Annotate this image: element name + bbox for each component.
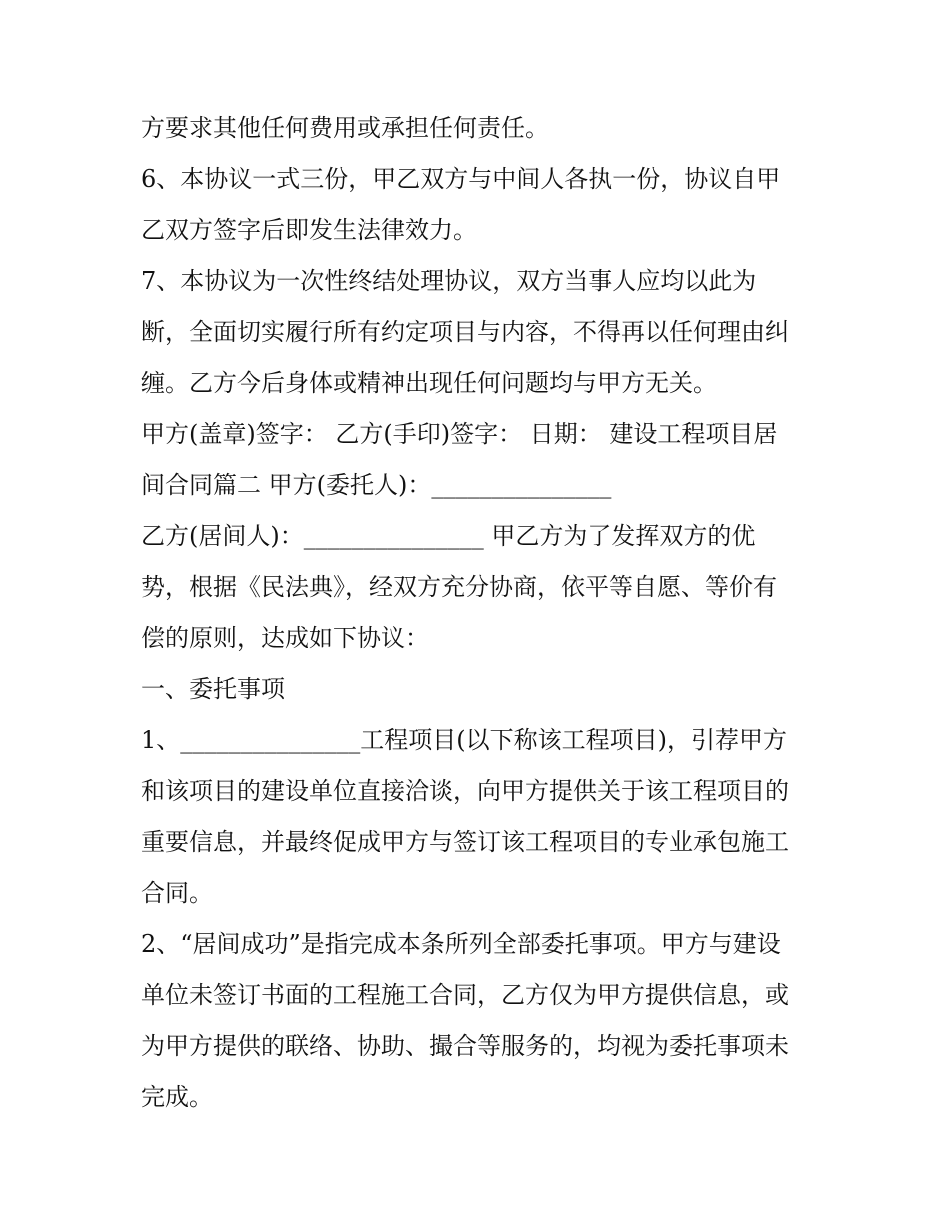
text-line: 重要信息，并最终促成甲方与签订该工程项目的专业承包施工 (141, 828, 789, 856)
text-line: 间合同篇二 甲方(委托人)：_______________ (141, 471, 612, 499)
text-line: 方要求其他任何费用或承担任何责任。 (141, 114, 549, 142)
text-line: 2、“居间成功”是指完成本条所列全部委托事项。甲方与建设 (141, 930, 781, 958)
text-line: 和该项目的建设单位直接洽谈，向甲方提供关于该工程项目的 (141, 777, 789, 805)
text-line: 乙方(居间人)：_______________ 甲乙方为了发挥双方的优 (141, 522, 756, 550)
text-line: 偿的原则，达成如下协议： (141, 624, 429, 652)
text-line: 为甲方提供的联络、协助、撮合等服务的，均视为委托事项未 (141, 1032, 789, 1060)
text-line: 单位未签订书面的工程施工合同，乙方仅为甲方提供信息，或 (141, 981, 789, 1009)
text-line: 合同。 (141, 879, 213, 907)
section-heading: 一、委托事项 (141, 675, 285, 703)
text-line: 断，全面切实履行所有约定项目与内容，不得再以任何理由纠 (141, 318, 789, 346)
text-line: 乙双方签字后即发生法律效力。 (141, 216, 477, 244)
text-line: 6、本协议一式三份，甲乙双方与中间人各执一份，协议自甲 (141, 165, 781, 193)
text-line: 完成。 (141, 1083, 213, 1111)
text-line: 甲方(盖章)签字： 乙方(手印)签字： 日期： 建设工程项目居 (141, 420, 778, 448)
document-body (141, 103, 821, 1123)
text-line: 1、_______________工程项目(以下称该工程项目)，引荐甲方 (141, 726, 787, 754)
text-line: 势，根据《民法典》，经双方充分协商，依平等自愿、等价有 (141, 573, 777, 601)
text-line: 7、本协议为一次性终结处理协议，双方当事人应均以此为 (141, 267, 757, 295)
text-line: 缠。乙方今后身体或精神出现任何问题均与甲方无关。 (141, 369, 717, 397)
